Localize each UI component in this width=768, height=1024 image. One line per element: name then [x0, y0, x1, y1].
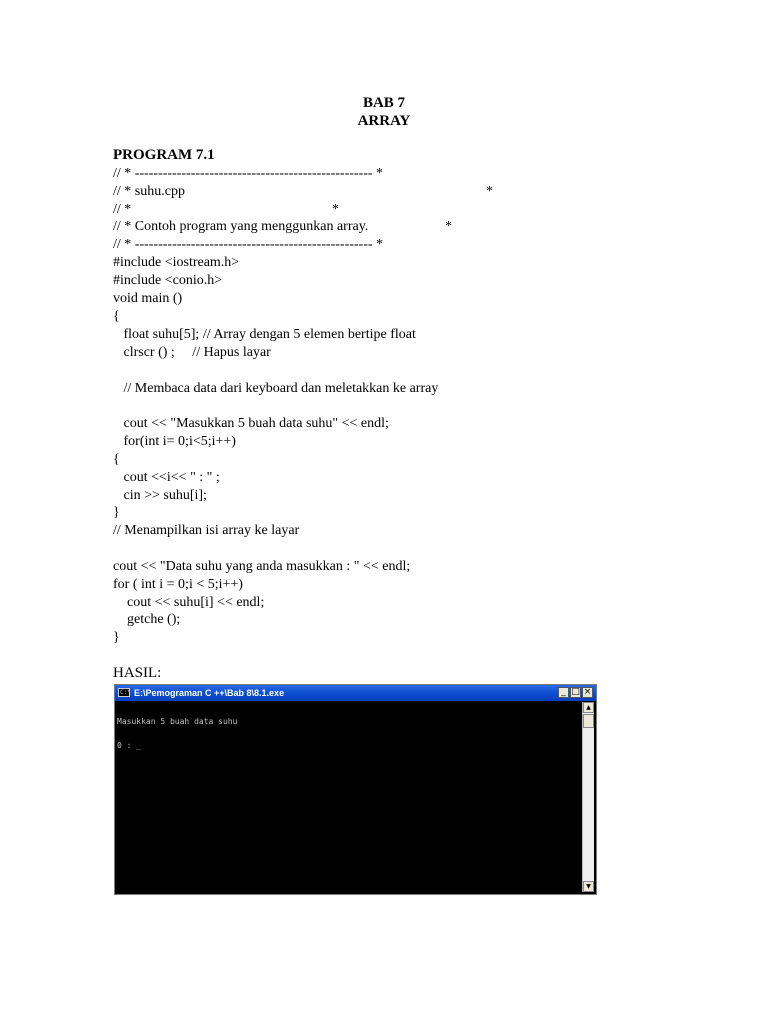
program-title: PROGRAM 7.1 — [113, 147, 215, 163]
code-line: // * --------------------------------------------------- * — [113, 237, 384, 252]
code-line: { — [113, 309, 120, 324]
code-line: float suhu[5]; // Array dengan 5 elemen bertipe float — [113, 327, 416, 342]
result-label: HASIL: — [113, 665, 162, 681]
console-output — [117, 702, 237, 766]
code-line: cout << "Data suhu yang anda masukkan : " << endl; — [113, 559, 411, 574]
code-line: #include <conio.h> — [113, 273, 223, 288]
console-app-icon: C:\ — [120, 689, 131, 696]
code-line: } — [113, 505, 120, 520]
code-line: // * --------------------------------------------------- * — [113, 166, 384, 181]
code-line: cout << suhu[i] << endl; — [113, 595, 265, 610]
code-line: for ( int i = 0;i < 5;i++) — [113, 577, 243, 592]
console-titlebar[interactable] — [115, 685, 596, 701]
scroll-thumb[interactable] — [583, 714, 594, 728]
code-line: #include <iostream.h> — [113, 255, 240, 270]
code-line: cin >> suhu[i]; — [113, 488, 207, 503]
code-line: getche (); — [113, 612, 181, 627]
console-output-line: 0 : _ — [117, 741, 142, 750]
code-line: } — [113, 630, 120, 645]
code-line: // * suhu.cpp — [113, 184, 185, 199]
comment-star: * — [445, 219, 452, 234]
code-line: cout << "Masukkan 5 buah data suhu" << endl; — [113, 416, 389, 431]
code-line: // Membaca data dari keyboard dan meletakkan ke array — [113, 381, 439, 396]
code-line: { — [113, 452, 120, 467]
code-line: // * Contoh program yang menggunkan array. — [113, 219, 369, 234]
chapter-heading: BAB 7 — [362, 95, 406, 111]
minimize-button[interactable]: _ — [558, 687, 569, 698]
code-line: clrscr () ; // Hapus layar — [113, 345, 271, 360]
comment-star: * — [486, 184, 493, 199]
code-line: // * — [113, 202, 132, 217]
code-line: void main () — [113, 291, 183, 306]
vertical-scrollbar[interactable] — [582, 702, 594, 892]
console-window — [114, 684, 597, 895]
code-line: // Menampilkan isi array ke layar — [113, 523, 300, 538]
code-line: cout <<i<< " : " ; — [113, 470, 220, 485]
chapter-title: ARRAY — [357, 113, 411, 129]
console-window-title: E:\Pemograman C ++\Bab 8\8.1.exe — [134, 688, 285, 698]
comment-star: * — [332, 202, 339, 217]
scroll-down-arrow-icon[interactable]: ▼ — [583, 881, 594, 892]
console-output-line: Masukkan 5 buah data suhu — [117, 717, 238, 726]
code-line: for(int i= 0;i<5;i++) — [113, 434, 236, 449]
close-button[interactable]: × — [583, 687, 592, 697]
maximize-button[interactable]: □ — [571, 687, 580, 697]
scroll-up-arrow-icon[interactable]: ▲ — [583, 702, 594, 713]
